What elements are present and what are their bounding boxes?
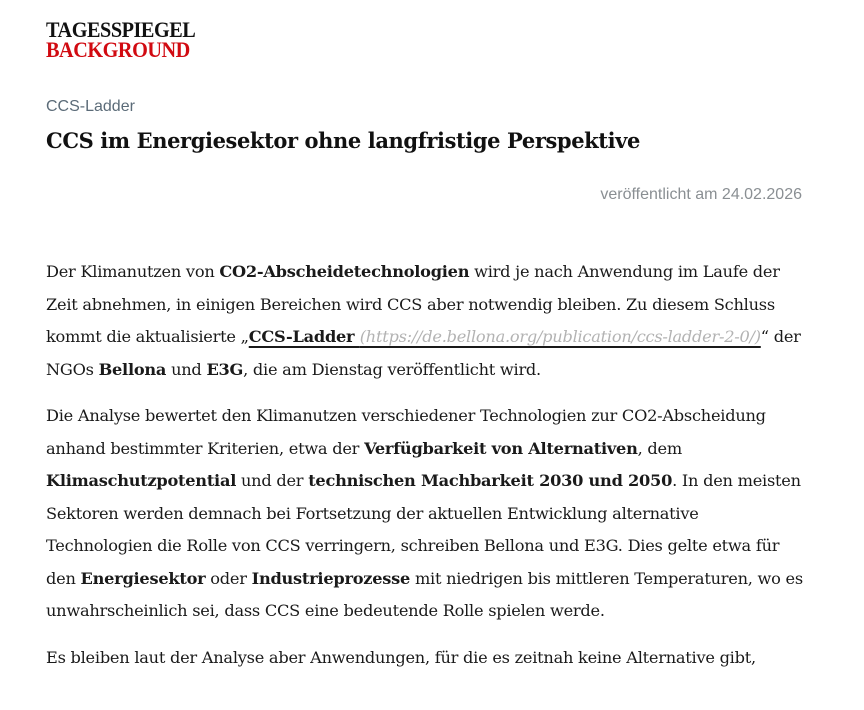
text-segment: , die am Dienstag veröffentlicht wird. xyxy=(243,359,541,379)
publish-date: veröffentlicht am 24.02.2026 xyxy=(600,186,802,203)
text-segment: wird je nach Anwendung im Laufe der Zeit abnehmen, in einigen Bereichen wird CCS aber notwendig bleiben. Zu diesem Schluss kommt die aktualisierte „ xyxy=(46,262,780,346)
bold-term: CO2-Abscheidetechnologien xyxy=(219,262,470,281)
brand-logo-line1: TAGESSPIEGEL xyxy=(46,17,196,42)
ccs-ladder-link[interactable]: CCS-Ladder xyxy=(248,327,360,346)
text-segment: Es bleiben laut der Analyse aber Anwendungen, für die es zeitnah keine Alternative gibt, xyxy=(46,647,756,667)
bold-term: Bellona xyxy=(98,359,167,379)
paragraph-2 xyxy=(46,400,806,628)
bold-term: Industrieprozesse xyxy=(251,568,411,588)
bold-term: E3G xyxy=(206,359,244,379)
bold-term: Verfügbarkeit von Alternativen xyxy=(364,438,638,458)
text-segment: Die Analyse bewertet den Klimanutzen verschiedener Technologien zur CO2-Abscheidung anhand bestimmter Kriterien, etwa der xyxy=(46,406,766,458)
text-segment: Der Klimanutzen von xyxy=(46,262,220,281)
paragraph-1 xyxy=(46,256,806,386)
text-segment: mit niedrigen bis mittleren Temperaturen, wo es unwahrscheinlich sei, dass CCS eine bedeutende Rolle spielen werde. xyxy=(46,568,803,620)
text-segment: , dem xyxy=(637,438,682,458)
text-segment: “ der NGOs xyxy=(46,327,801,379)
page-title: CCS im Energiesektor ohne langfristige Perspektive xyxy=(46,128,640,153)
article-kicker: CCS-Ladder xyxy=(46,98,135,115)
text-segment: und der xyxy=(236,471,309,490)
text-segment: und xyxy=(166,359,207,379)
text-segment: . In den meisten Sektoren werden demnach bei Fortsetzung der aktuellen Entwicklung alternative Technologien die Rolle von CCS verringern, schreiben Bellona und E3G. Dies gelte etwa für den xyxy=(46,471,801,588)
bold-term: Klimaschutzpotential xyxy=(46,471,237,490)
brand-logo-line2: BACKGROUND xyxy=(46,37,190,62)
bold-term: Energiesektor xyxy=(80,568,206,588)
article-body xyxy=(46,256,806,688)
bold-term: technischen Machbarkeit 2030 und 2050 xyxy=(308,471,673,490)
brand-logo[interactable] xyxy=(46,17,208,62)
paragraph-3 xyxy=(46,642,806,675)
ccs-ladder-url-link[interactable]: (https://de.bellona.org/publication/ccs-ladder-2-0/) xyxy=(359,327,761,346)
text-segment: oder xyxy=(205,568,252,588)
